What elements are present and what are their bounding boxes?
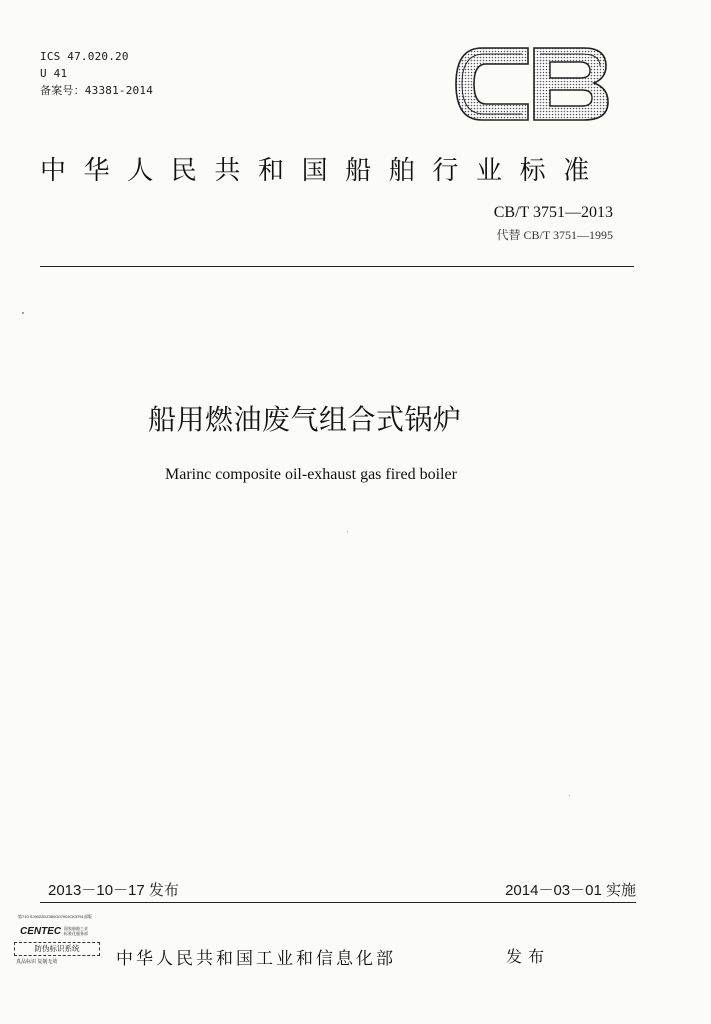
replaces-standard: 代替 CB/T 3751—1995 <box>496 228 613 242</box>
scan-speck <box>569 795 570 796</box>
standard-code-block <box>494 204 613 243</box>
ics-code: ICS 47.020.20 <box>40 50 129 63</box>
scan-speck <box>347 531 348 532</box>
anti-counterfeit-stamp <box>14 912 106 970</box>
issue-date: 2013－10－17 发布 <box>48 882 179 899</box>
issuing-ministry: 中华人民共和国工业和信息化部 <box>116 949 396 969</box>
classification-block <box>40 48 153 99</box>
stamp-footer: 真品标识 复制无效 <box>16 959 58 965</box>
stamp-issuer: 国家船舶工业 标准化服务部 <box>64 926 88 936</box>
standard-number: CB/T 3751—2013 <box>493 204 613 221</box>
centec-logo: CENTEC <box>20 926 62 937</box>
footer-divider <box>40 902 636 903</box>
industry-standard-title: 中华人民共和国船舶行业标准 <box>40 156 607 186</box>
publish-label: 发布 <box>506 947 551 966</box>
dates-row <box>40 879 636 899</box>
ccs-code: U 41 <box>40 67 68 80</box>
effective-date: 2014－03－01 实施 <box>505 882 636 899</box>
scan-speck <box>22 312 24 314</box>
filing-number: 备案号：43381-2014 <box>40 84 154 97</box>
standard-title-chinese: 船用燃油废气组合式锅炉 <box>148 403 462 436</box>
cb-standard-logo <box>452 44 610 124</box>
anti-counterfeit-box: 防伪标识系统 <box>14 942 100 956</box>
standard-title-english: Marinc composite oil-exhaust gas fired boiler <box>165 466 457 483</box>
header-divider <box>40 266 634 267</box>
stamp-serial: 第710 SJ9022DZ350G0700JCK3751部版 <box>18 914 92 919</box>
